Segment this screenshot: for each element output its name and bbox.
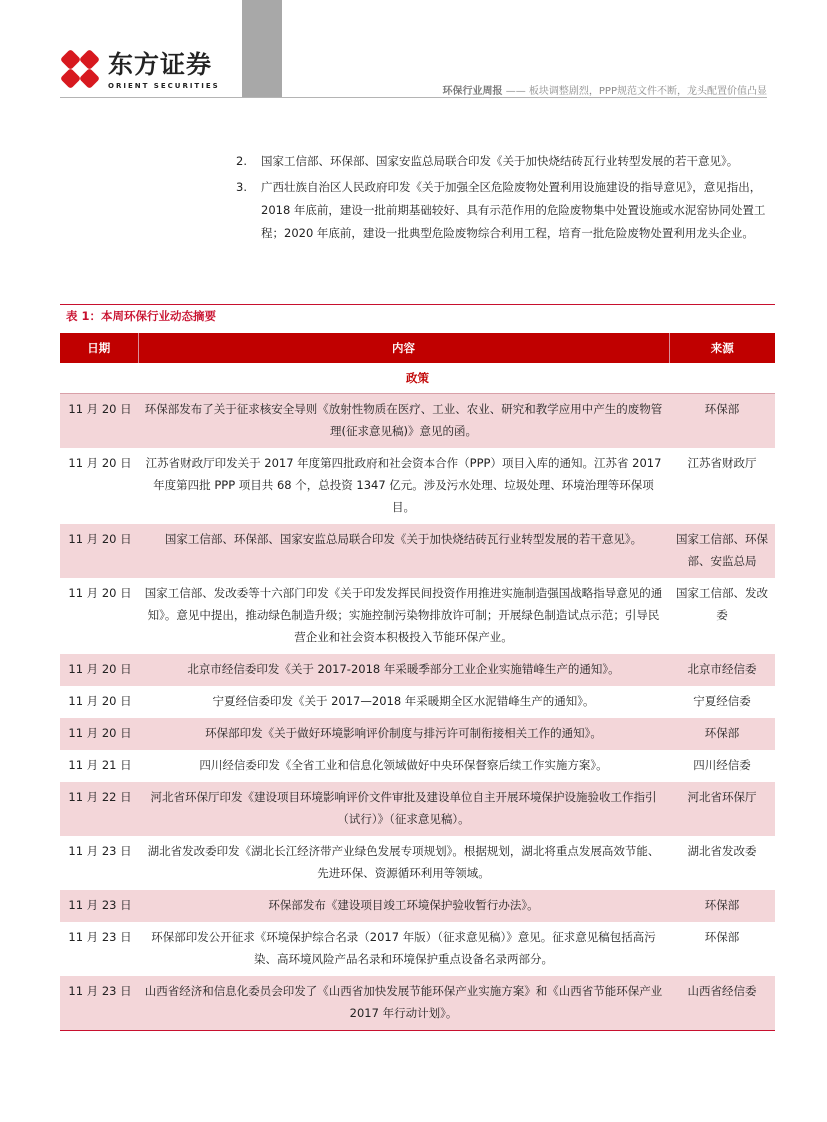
- header-decor-bar: [242, 0, 282, 97]
- section-label: 政策: [60, 363, 775, 394]
- row-date: 11 月 20 日: [68, 586, 132, 600]
- table-header-row: [60, 333, 775, 363]
- header-content: 内容: [138, 333, 669, 363]
- table-row: [60, 976, 775, 1031]
- list-item-text: 广西壮族自治区人民政府印发《关于加强全区危险废物处置利用设施建设的指导意见》，意见指出，2018 年底前，建设一批前期基础较好、具有示范作用的危险废物集中处置设施或水泥窑协同处置工程；2020 年底前，建设一批典型危险废物综合利用工程，培育一批危险废物处置利用龙头企业。: [261, 180, 766, 240]
- table-title-divider: [60, 304, 775, 305]
- company-logo: [60, 46, 240, 96]
- report-header-title: [443, 82, 767, 97]
- row-source: 国家工信部、环保部、安监总局: [669, 524, 775, 578]
- row-content: 河北省环保厅印发《建设项目环境影响评价文件审批及建设单位自主开展环境保护设施验收工作指引（试行）》（征求意见稿）。: [138, 782, 669, 836]
- logo-mark-icon: [60, 49, 100, 89]
- industry-news-table: [60, 333, 775, 1031]
- logo-chinese-name: 东方证券: [108, 50, 213, 79]
- header-source: 来源: [669, 333, 775, 363]
- list-item-text: 国家工信部、环保部、国家安监总局联合印发《关于加快烧结砖瓦行业转型发展的若干意见》。: [261, 154, 739, 168]
- list-item-number: 3.: [236, 180, 247, 194]
- table-row: [60, 782, 775, 836]
- list-item-number: 2.: [236, 154, 247, 168]
- row-source: 宁夏经信委: [693, 694, 751, 708]
- row-date: 11 月 20 日: [60, 524, 138, 578]
- row-date: 11 月 21 日: [68, 758, 132, 772]
- row-source: 山西省经信委: [669, 976, 775, 1031]
- row-content: 环保部发布了关于征求核安全导则《放射性物质在医疗、工业、农业、研究和教学应用中产生的废物管理(征求意见稿)》意见的函。: [138, 394, 669, 449]
- row-content: 环保部印发《关于做好环境影响评价制度与排污许可制衔接相关工作的通知》。: [138, 718, 669, 750]
- row-source: 环保部: [704, 930, 740, 944]
- row-date: 11 月 23 日: [60, 890, 138, 922]
- row-content: 宁夏经信委印发《关于 2017—2018 年采暖期全区水泥错峰生产的通知》。: [212, 694, 595, 708]
- table-row: [60, 922, 775, 976]
- header-date: 日期: [60, 333, 138, 363]
- row-content: 湖北省发改委印发《湖北长江经济带产业绿色发展专项规划》。根据规划，湖北将重点发展高效节能、先进环保、资源循环利用等领域。: [147, 844, 660, 880]
- row-source: 河北省环保厅: [669, 782, 775, 836]
- row-content: 国家工信部、环保部、国家安监总局联合印发《关于加快烧结砖瓦行业转型发展的若干意见》。: [138, 524, 669, 578]
- table-row: [60, 750, 775, 782]
- row-source: 国家工信部、发改委: [676, 586, 768, 622]
- row-date: 11 月 20 日: [60, 394, 138, 449]
- header-divider: [60, 97, 767, 98]
- logo-english-name: ORIENT SECURITIES: [108, 82, 220, 90]
- row-date: 11 月 23 日: [60, 976, 138, 1031]
- row-date: 11 月 23 日: [68, 930, 132, 944]
- row-source: 环保部: [669, 890, 775, 922]
- report-name: 环保行业周报: [442, 86, 503, 97]
- row-source: 北京市经信委: [669, 654, 775, 686]
- row-content: 环保部印发公开征求《环境保护综合名录（2017 年版）（征求意见稿）》意见。征求意见稿包括高污染、高环境风险产品名录和环境保护重点设备名录两部分。: [151, 930, 656, 966]
- row-content: 北京市经信委印发《关于 2017-2018 年采暖季部分工业企业实施错峰生产的通知》。: [138, 654, 669, 686]
- table-row: [60, 890, 775, 922]
- table-row: [60, 654, 775, 686]
- table-row: [60, 524, 775, 578]
- row-source: 湖北省发改委: [687, 844, 757, 858]
- report-subtitle: —— 板块调整剧烈，PPP规范文件不断，龙头配置价值凸显: [505, 86, 767, 97]
- row-source: 环保部: [669, 718, 775, 750]
- row-content: 江苏省财政厅印发关于 2017 年度第四批政府和社会资本合作（PPP）项目入库的通知。江苏省 2017 年度第四批 PPP 项目共 68 个，总投资 1347 亿元。涉及污水处理、垃圾处理、环境治理等环保项目。: [145, 456, 662, 514]
- numbered-list: [236, 150, 776, 248]
- row-date: 11 月 22 日: [60, 782, 138, 836]
- table-row: [60, 448, 775, 524]
- row-source: 环保部: [669, 394, 775, 449]
- row-content: 四川经信委印发《全省工业和信息化领域做好中央环保督察后续工作实施方案》。: [199, 758, 608, 772]
- row-date: 11 月 20 日: [68, 694, 132, 708]
- table-row: [60, 836, 775, 890]
- table-row: [60, 578, 775, 654]
- row-source: 四川经信委: [693, 758, 751, 772]
- row-date: 11 月 20 日: [60, 718, 138, 750]
- table-row: [60, 718, 775, 750]
- table-row: [60, 686, 775, 718]
- row-date: 11 月 20 日: [68, 456, 132, 470]
- row-date: 11 月 23 日: [68, 844, 132, 858]
- row-content: 环保部发布《建设项目竣工环境保护验收暂行办法》。: [138, 890, 669, 922]
- table-title: 表 1：本周环保行业动态摘要: [66, 309, 217, 323]
- row-content: 国家工信部、发改委等十六部门印发《关于印发发挥民间投资作用推进实施制造强国战略指导意见的通知》。意见中提出，推动绿色制造升级；实施控制污染物排放许可制；开展绿色制造试点示范；引导民营企业和社会资本积极投入节能环保产业。: [144, 586, 663, 644]
- list-item: [236, 150, 776, 173]
- row-source: 江苏省财政厅: [687, 456, 757, 470]
- row-content: 山西省经济和信息化委员会印发了《山西省加快发展节能环保产业实施方案》和《山西省节能环保产业 2017 年行动计划》。: [138, 976, 669, 1031]
- section-row: [60, 363, 775, 394]
- row-date: 11 月 20 日: [60, 654, 138, 686]
- list-item: [236, 176, 776, 245]
- table-row: [60, 394, 775, 449]
